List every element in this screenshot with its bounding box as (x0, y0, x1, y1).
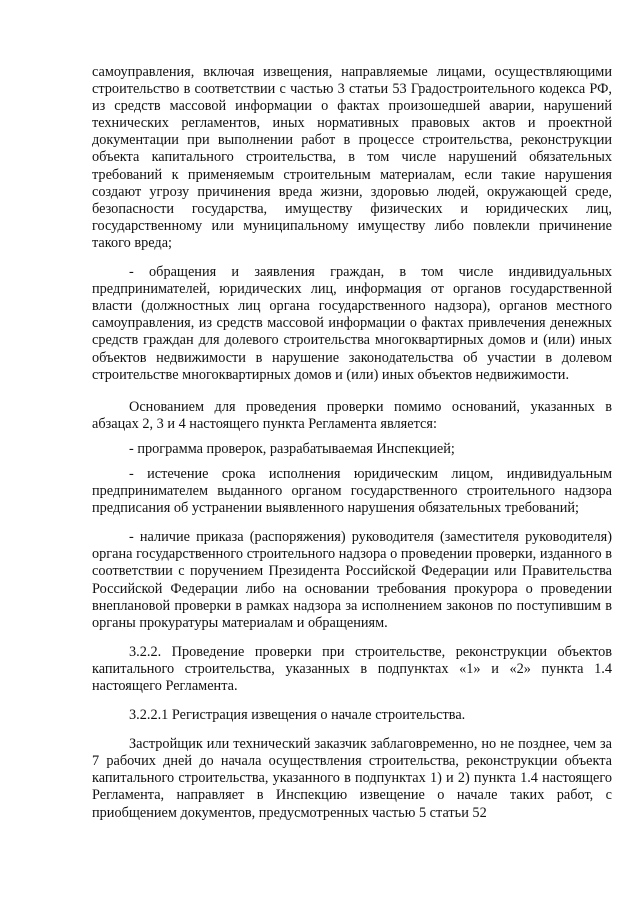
paragraph-developer-notice: Застройщик или технический заказчик заблаговременно, но не позднее, чем за 7 рабочих дней до начала осуществления строительства, реконструкции объекта капитального строительства, указанного в подпунктах 1) и 2) пункта 1.4 настоящего Регламента, направляет в Инспекцию извещение о начале таких работ, с приобщением документов, предусмотренных частью 5 статьи 52 (92, 736, 612, 821)
section-heading-3-2-2: 3.2.2. Проведение проверки при строительстве, реконструкции объектов капитального строительства, указанных в подпунктах «1» и «2» пункта 1.4 настоящего Регламента. (92, 643, 612, 694)
section-heading-3-2-2-1: 3.2.2.1 Регистрация извещения о начале строительства. (129, 707, 466, 724)
list-item-inspection-program: - программа проверок, разрабатываемая Инспекцией; (129, 440, 455, 457)
paragraph-inspection-grounds: Основанием для проведения проверки помимо оснований, указанных в абзацах 2, 3 и 4 настоящего пункта Регламента является: (92, 398, 612, 432)
paragraph-continuation: самоуправления, включая извещения, направляемые лицами, осуществляющими строительство в соответствии с частью 3 статьи 53 Градостроительного кодекса РФ, из средств массовой информации о фактах произошедшей аварии, нарушений технических регламентов, иных нормативных правовых актов и проектной документации при выполнении работ в процессе строительства, реконструкции объекта капитального строительства, в том числе нарушений обязательных требований к применяемым строительным материалам, если такие нарушения создают угрозу причинения вреда жизни, здоровью людей, окружающей среде, безопасности государства, имуществу физических и юридических лиц, государственному или муниципальному имуществу либо повлекли причинение такого вреда; (92, 64, 612, 251)
paragraph-citizen-appeals: - обращения и заявления граждан, в том числе индивидуальных предпринимателей, юридических лиц, информация от органов государственной власти (должностных лиц органа государственного надзора), органов местного самоуправления, из средств массовой информации о фактах привлечения денежных средств граждан для долевого строительства многоквартирных домов и (или) иных объектов недвижимости в нарушение законодательства об участии в долевом строительстве многоквартирных домов и (или) иных объектов недвижимости. (92, 264, 612, 383)
list-item-director-order: - наличие приказа (распоряжения) руководителя (заместителя руководителя) органа государственного строительного надзора о проведении проверки, изданного в соответствии с поручением Президента Российской Федерации или Правительства Российской Федерации либо на основании требования прокурора о проведении внеплановой проверки в рамках надзора за исполнением законов по поступившим в органы прокуратуры материалам и обращениям. (92, 529, 612, 631)
document-page (92, 64, 612, 822)
list-item-order-deadline: - истечение срока исполнения юридическим лицом, индивидуальным предпринимателем выданного органом государственного строительного надзора предписания об устранении выявленного нарушения обязательных требований; (92, 465, 612, 517)
